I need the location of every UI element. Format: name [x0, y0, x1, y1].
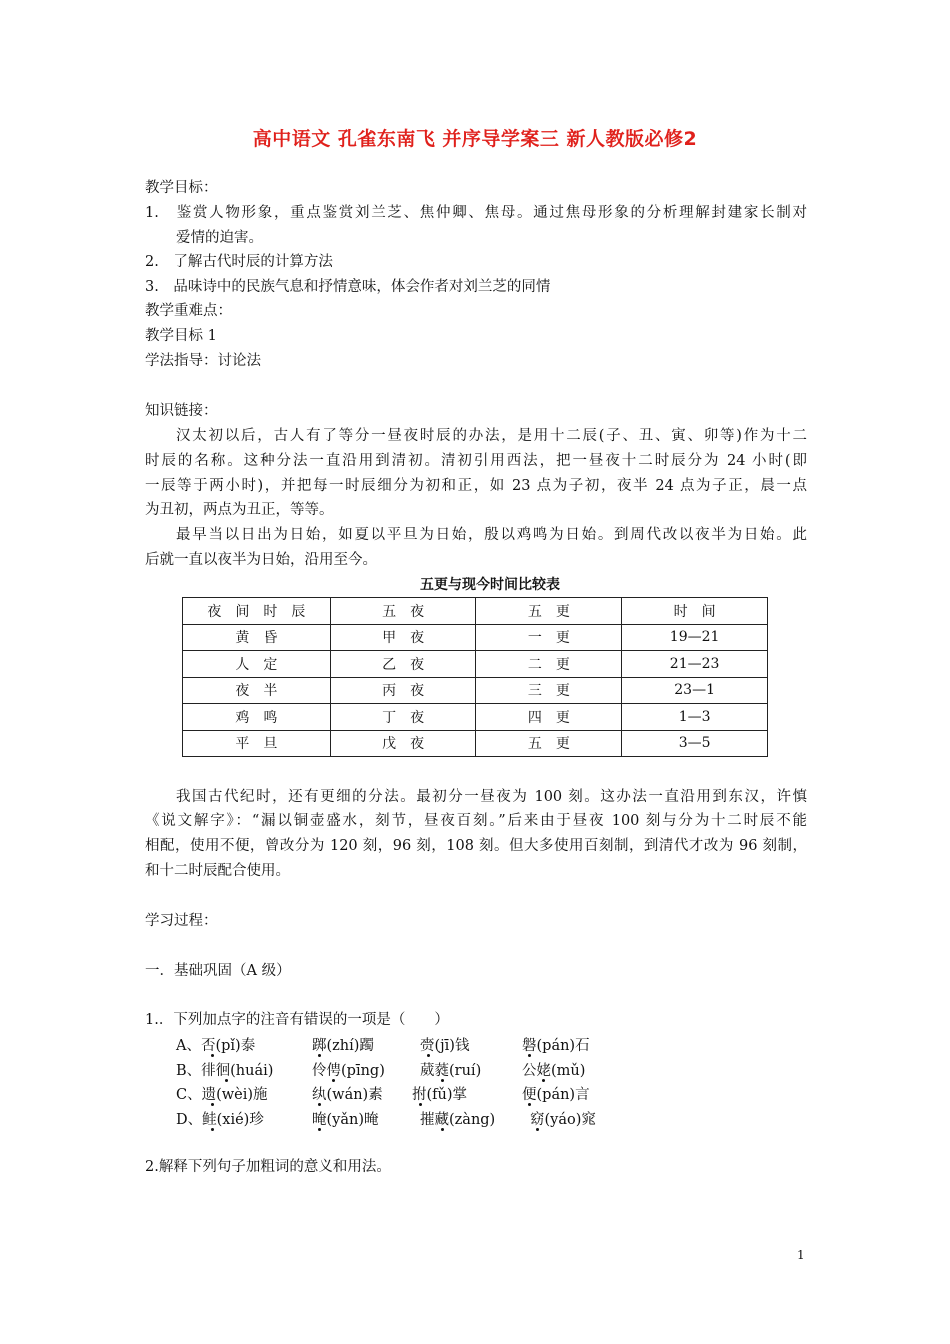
emphasis-dot	[225, 1079, 228, 1082]
table-row	[183, 704, 768, 731]
table-cell: 19—21	[622, 624, 768, 651]
objective-item-2: 2. 了解古代时辰的计算方法	[145, 254, 333, 270]
table-cell: 鸡 鸣	[183, 704, 331, 731]
objective-item-1-cont: 爱情的迫害。	[176, 230, 263, 246]
para3-line3: 相配，使用不便，曾改分为 120 刻，96 刻，108 刻。但大多使用百刻制，到清代才改为 96 刻制，	[145, 838, 807, 854]
option-b-2: 伶俜(pīng)	[312, 1063, 385, 1079]
table-cell: 四 更	[476, 704, 622, 731]
table-row	[183, 730, 768, 757]
option-c-2: 纨(wán)素	[312, 1087, 383, 1103]
key-points-heading: 教学重难点：	[145, 303, 232, 319]
option-d-3: 摧藏(zàng)	[420, 1112, 496, 1128]
emphasis-dot	[318, 1128, 321, 1131]
document-title: 高中语文 孔雀东南飞 并序导学案三 新人教版必修2	[252, 128, 698, 150]
option-a-3: 赍(jī)钱	[420, 1038, 470, 1054]
section-basic: 一．基础巩固（A 级）	[145, 963, 291, 979]
table-cell: 黄 昏	[183, 624, 331, 651]
option-d-2: 晻(yǎn)晻	[312, 1112, 379, 1128]
table-header-cell: 五 更	[476, 598, 622, 625]
key-points-value: 教学目标 1	[145, 328, 217, 344]
table-cell: 二 更	[476, 651, 622, 678]
option-d-1: D、鲑(xié)珍	[176, 1112, 264, 1128]
option-b-1: B、徘徊(huái)	[176, 1063, 274, 1079]
process-heading: 学习过程：	[145, 913, 218, 929]
objectives-heading: 教学目标：	[145, 180, 218, 196]
table-cell: 3—5	[622, 730, 768, 757]
question-1: 1.．下列加点字的注音有错误的一项是（ ）	[145, 1012, 449, 1028]
para3-line1: 我国古代纪时，还有更细的分法。最初分一昼夜为 100 刻。这办法一直沿用到东汉，许慎	[176, 789, 807, 805]
option-c-1: C、遗(wèi)施	[176, 1087, 268, 1103]
knowledge-para2-line1: 最早当以日出为日始，如夏以平旦为日始，殷以鸡鸣为日始。到周代改以夜半为日始。此	[176, 527, 807, 543]
emphasis-dot	[332, 1079, 335, 1082]
table-cell: 丁 夜	[330, 704, 476, 731]
emphasis-dot	[441, 1079, 444, 1082]
option-a-1: A、否(pǐ)泰	[176, 1038, 256, 1054]
table-header-cell: 时 间	[622, 598, 768, 625]
option-c-3: 拊(fǔ)掌	[412, 1087, 468, 1103]
knowledge-para2-line2: 后就一直以夜半为日始，沿用至今。	[145, 552, 377, 568]
comparison-table	[182, 597, 768, 757]
objective-item-1: 1. 鉴赏人物形象，重点鉴赏刘兰芝、焦仲卿、焦母。通过焦母形象的分析理解封建家长制对	[145, 205, 807, 221]
knowledge-para1-line4: 为丑初，两点为丑正，等等。	[145, 502, 334, 518]
table-caption: 五更与现今时间比较表	[420, 577, 560, 593]
table-cell: 平 旦	[183, 730, 331, 757]
knowledge-para1-line2: 时辰的名称。这种分法一直沿用到清初。清初引用西法，把一昼夜十二时辰分为 24 小时(即	[145, 453, 807, 469]
para3-line2: 《说文解字》：“漏以铜壶盛水，刻节，昼夜百刻。”后来由于昼夜 100 刻与分为十二时辰不能	[145, 813, 807, 829]
table-cell: 21—23	[622, 651, 768, 678]
table-header-row	[183, 598, 768, 625]
study-method: 学法指导：讨论法	[145, 353, 261, 369]
table-header-cell: 夜 间 时 辰	[183, 598, 331, 625]
emphasis-dot	[211, 1128, 214, 1131]
table-row	[183, 651, 768, 678]
table-cell: 夜 半	[183, 677, 331, 704]
knowledge-para1-line3: 一辰等于两小时)，并把每一时辰细分为初和正，如 23 点为子初，夜半 24 点为子正，晨一点	[145, 478, 807, 494]
question-2: 2.解释下列句子加粗词的意义和用法。	[145, 1159, 391, 1175]
emphasis-dot	[528, 1054, 531, 1057]
page-number: 1	[797, 1248, 805, 1262]
table-cell: 甲 夜	[330, 624, 476, 651]
table-row	[183, 624, 768, 651]
emphasis-dot	[318, 1103, 321, 1106]
table-cell: 人 定	[183, 651, 331, 678]
emphasis-dot	[536, 1128, 539, 1131]
option-d-4: 窈(yáo)窕	[530, 1112, 596, 1128]
table-cell: 1—3	[622, 704, 768, 731]
table-header-cell: 五 夜	[330, 598, 476, 625]
objective-item-3: 3. 品味诗中的民族气息和抒情意味，体会作者对刘兰芝的同情	[145, 279, 551, 295]
emphasis-dot	[419, 1103, 422, 1106]
emphasis-dot	[211, 1103, 214, 1106]
table-cell: 一 更	[476, 624, 622, 651]
table-cell: 戊 夜	[330, 730, 476, 757]
option-a-2: 踯(zhí)躅	[312, 1038, 374, 1054]
table-cell: 三 更	[476, 677, 622, 704]
table-cell: 23—1	[622, 677, 768, 704]
emphasis-dot	[528, 1103, 531, 1106]
option-a-4: 磐(pán)石	[522, 1038, 590, 1054]
knowledge-heading: 知识链接：	[145, 403, 218, 419]
emphasis-dot	[542, 1079, 545, 1082]
option-c-4: 便(pán)言	[522, 1087, 590, 1103]
emphasis-dot	[318, 1054, 321, 1057]
emphasis-dot	[427, 1054, 430, 1057]
para3-line4: 和十二时辰配合使用。	[145, 863, 290, 879]
table-row	[183, 677, 768, 704]
emphasis-dot	[441, 1128, 444, 1131]
table-cell: 五 更	[476, 730, 622, 757]
table-cell: 乙 夜	[330, 651, 476, 678]
option-b-4: 公姥(mǔ)	[522, 1063, 586, 1079]
knowledge-para1-line1: 汉太初以后，古人有了等分一昼夜时辰的办法，是用十二辰(子、丑、寅、卯等)作为十二	[176, 428, 807, 444]
table-cell: 丙 夜	[330, 677, 476, 704]
emphasis-dot	[211, 1054, 214, 1057]
option-b-3: 葳蕤(ruí)	[420, 1063, 482, 1079]
